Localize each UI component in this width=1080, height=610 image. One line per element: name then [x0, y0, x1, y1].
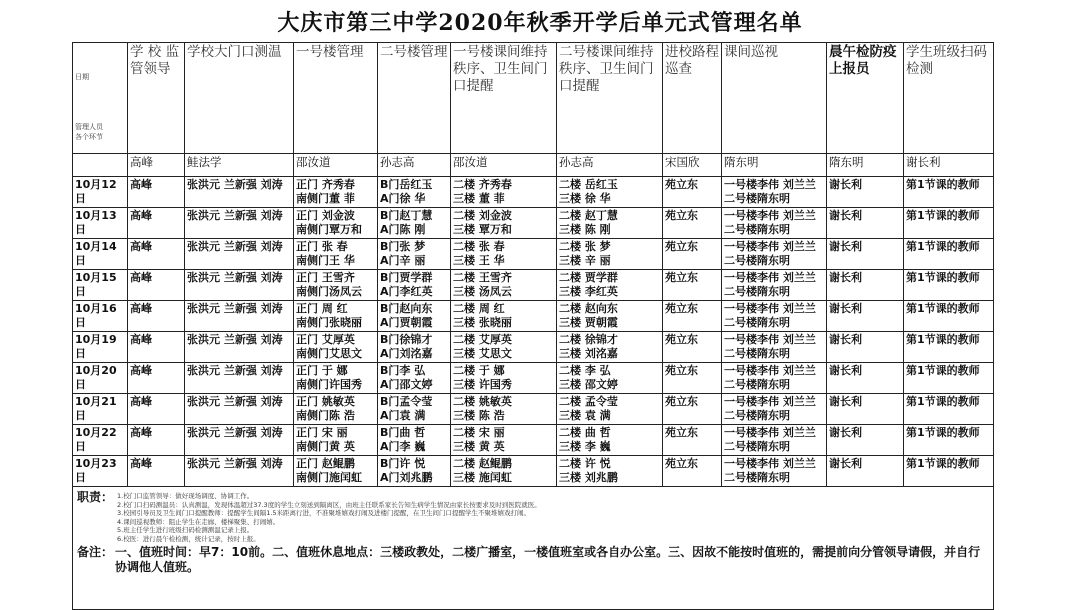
- table-cell: B门赵丁慧 A门陈 刚: [378, 208, 451, 239]
- col-header-building2-order: 二号楼课间维持秩序、卫生间门口提醒: [557, 43, 663, 154]
- table-cell: 二楼 赵向东 三楼 贾朝霞: [557, 301, 663, 332]
- duties-section: [77, 490, 989, 544]
- table-cell: 第1节课的教师: [904, 425, 994, 456]
- table-cell: B门张 梦 A门辛 丽: [378, 239, 451, 270]
- table-cell: 一号楼李伟 刘兰兰 二号楼隋东明: [722, 363, 827, 394]
- table-row: [73, 332, 994, 363]
- table-cell: 二楼 刘金波 三楼 覃万和: [451, 208, 557, 239]
- table-cell: 一号楼李伟 刘兰兰 二号楼隋东明: [722, 301, 827, 332]
- table-cell: 苑立东: [663, 208, 722, 239]
- table-cell: 一号楼李伟 刘兰兰 二号楼隋东明: [722, 270, 827, 301]
- table-cell: 高峰: [128, 177, 185, 208]
- table-cell: B门徐锦才 A门刘洺嘉: [378, 332, 451, 363]
- table-cell: 二楼 李 弘 三楼 邵文婷: [557, 363, 663, 394]
- document-title: 大庆市第三中学2020年秋季开学后单元式管理名单: [277, 10, 803, 36]
- table-cell: 二楼 张 春 三楼 王 华: [451, 239, 557, 270]
- table-cell: 张洪元 兰新强 刘涛: [185, 425, 294, 456]
- table-cell: 高峰: [128, 239, 185, 270]
- manager-cell: 谢长利: [904, 154, 994, 177]
- table-cell: 二楼 齐秀春 三楼 董 菲: [451, 177, 557, 208]
- manager-cell: 邵汝道: [451, 154, 557, 177]
- col-header-break-patrol: 课间巡视: [722, 43, 827, 154]
- table-cell: 正门 于 娜 南侧门许国秀: [294, 363, 378, 394]
- table-row: [73, 394, 994, 425]
- col-header-scan-check: 学生班级扫码检测: [904, 43, 994, 154]
- table-cell: 苑立东: [663, 363, 722, 394]
- date-cell: 10月22日: [73, 425, 128, 456]
- col-header-supervisor: 学 校 监 管领导: [128, 43, 185, 154]
- table-cell: 二楼 周 红 三楼 张晓丽: [451, 301, 557, 332]
- date-cell: 10月16日: [73, 301, 128, 332]
- table-row: [73, 425, 994, 456]
- table-cell: 二楼 岳红玉 三楼 徐 华: [557, 177, 663, 208]
- table-cell: 张洪元 兰新强 刘涛: [185, 177, 294, 208]
- table-cell: 第1节课的教师: [904, 270, 994, 301]
- manager-cell: 高峰: [128, 154, 185, 177]
- col-header-gate-temperature: 学校大门口测温: [185, 43, 294, 154]
- table-cell: 正门 宋 丽 南侧门黄 英: [294, 425, 378, 456]
- table-cell: 高峰: [128, 208, 185, 239]
- table-cell: 张洪元 兰新强 刘涛: [185, 208, 294, 239]
- table-cell: 二楼 赵鲲鹏 三楼 施闰虹: [451, 456, 557, 487]
- manager-cell: 隋东明: [722, 154, 827, 177]
- manager-cell: [73, 154, 128, 177]
- date-cell: 10月20日: [73, 363, 128, 394]
- manager-cell: 孙志高: [557, 154, 663, 177]
- date-cell: 10月13日: [73, 208, 128, 239]
- table-cell: 一号楼李伟 刘兰兰 二号楼隋东明: [722, 394, 827, 425]
- table-cell: 高峰: [128, 332, 185, 363]
- table-cell: 二楼 曲 哲 三楼 李 巍: [557, 425, 663, 456]
- table-row: [73, 301, 994, 332]
- table-cell: 一号楼李伟 刘兰兰 二号楼隋东明: [722, 208, 827, 239]
- table-cell: 第1节课的教师: [904, 301, 994, 332]
- table-cell: 一号楼李伟 刘兰兰 二号楼隋东明: [722, 239, 827, 270]
- corner-staff-label: 管理人员 各个环节: [75, 123, 103, 141]
- table-cell: 高峰: [128, 270, 185, 301]
- table-cell: 张洪元 兰新强 刘涛: [185, 363, 294, 394]
- duties-label: 职责：: [77, 490, 114, 504]
- date-cell: 10月23日: [73, 456, 128, 487]
- table-cell: 谢长利: [827, 177, 904, 208]
- table-cell: 二楼 孟令莹 三楼 袁 满: [557, 394, 663, 425]
- footer-cell: [73, 487, 994, 610]
- notes-text: 一、值班时间：早7：10前。二、值班休息地点：三楼政教处，二楼广播室，一楼值班室或各自办公室。三、因故不能按时值班的，需提前向分管领导请假，并自行协调他人值班。: [115, 544, 981, 574]
- table-cell: 谢长利: [827, 363, 904, 394]
- table-cell: 第1节课的教师: [904, 363, 994, 394]
- table-cell: 苑立东: [663, 301, 722, 332]
- manager-cell: 邵汝道: [294, 154, 378, 177]
- table-row: [73, 270, 994, 301]
- table-cell: 高峰: [128, 394, 185, 425]
- table-cell: 第1节课的教师: [904, 456, 994, 487]
- table-cell: 二楼 许 悦 三楼 刘兆鹏: [557, 456, 663, 487]
- table-cell: 一号楼李伟 刘兰兰 二号楼隋东明: [722, 332, 827, 363]
- date-cell: 10月15日: [73, 270, 128, 301]
- table-cell: 张洪元 兰新强 刘涛: [185, 332, 294, 363]
- table-cell: 二楼 艾厚英 三楼 艾思文: [451, 332, 557, 363]
- date-cell: 10月12日: [73, 177, 128, 208]
- table-row: [73, 208, 994, 239]
- table-row: [73, 456, 994, 487]
- col-header-epidemic-reporter: 晨午检防疫上报员: [827, 43, 904, 154]
- table-cell: 张洪元 兰新强 刘涛: [185, 239, 294, 270]
- table-cell: 一号楼李伟 刘兰兰 二号楼隋东明: [722, 456, 827, 487]
- table-cell: B门李 弘 A门邵文婷: [378, 363, 451, 394]
- table-cell: 正门 张 春 南侧门王 华: [294, 239, 378, 270]
- table-cell: B门曲 哲 A门李 巍: [378, 425, 451, 456]
- table-cell: B门孟令莹 A门袁 满: [378, 394, 451, 425]
- duty-roster-table: [72, 42, 994, 610]
- table-cell: 苑立东: [663, 239, 722, 270]
- table-cell: 苑立东: [663, 425, 722, 456]
- table-cell: B门岳红玉 A门徐 华: [378, 177, 451, 208]
- table-cell: 一号楼李伟 刘兰兰 二号楼隋东明: [722, 177, 827, 208]
- table-cell: 正门 齐秀春 南侧门董 菲: [294, 177, 378, 208]
- table-cell: 苑立东: [663, 177, 722, 208]
- table-cell: 第1节课的教师: [904, 394, 994, 425]
- table-cell: 第1节课的教师: [904, 332, 994, 363]
- table-cell: 第1节课的教师: [904, 208, 994, 239]
- table-cell: 正门 王雪齐 南侧门汤凤云: [294, 270, 378, 301]
- table-cell: 高峰: [128, 301, 185, 332]
- table-cell: 正门 赵鲲鹏 南侧门施闰虹: [294, 456, 378, 487]
- table-cell: 高峰: [128, 456, 185, 487]
- corner-cell: [73, 43, 128, 154]
- table-cell: 张洪元 兰新强 刘涛: [185, 394, 294, 425]
- col-header-building1-order: 一号楼课间维持秩序、卫生间门口提醒: [451, 43, 557, 154]
- table-cell: 正门 周 红 南侧门张晓丽: [294, 301, 378, 332]
- manager-cell: 隋东明: [827, 154, 904, 177]
- table-cell: 第1节课的教师: [904, 177, 994, 208]
- manager-cell: 鲑法学: [185, 154, 294, 177]
- table-cell: 张洪元 兰新强 刘涛: [185, 456, 294, 487]
- manager-cell: 孙志高: [378, 154, 451, 177]
- table-row: [73, 177, 994, 208]
- table-cell: 谢长利: [827, 301, 904, 332]
- table-cell: 正门 刘金波 南侧门覃万和: [294, 208, 378, 239]
- table-cell: B门许 悦 A门刘兆鹏: [378, 456, 451, 487]
- table-cell: 苑立东: [663, 270, 722, 301]
- table-cell: 正门 艾厚英 南侧门艾思文: [294, 332, 378, 363]
- table-cell: 二楼 于 娜 三楼 许国秀: [451, 363, 557, 394]
- table-row: [73, 363, 994, 394]
- table-cell: 苑立东: [663, 456, 722, 487]
- date-cell: 10月21日: [73, 394, 128, 425]
- table-cell: 谢长利: [827, 456, 904, 487]
- table-cell: 二楼 张 梦 三楼 辛 丽: [557, 239, 663, 270]
- table-cell: 谢长利: [827, 270, 904, 301]
- col-header-route-patrol: 进校路程巡查: [663, 43, 722, 154]
- col-header-building1: 一号楼管理: [294, 43, 378, 154]
- table-cell: 正门 姚敏英 南侧门陈 浩: [294, 394, 378, 425]
- col-header-building2: 二号楼管理: [378, 43, 451, 154]
- table-cell: 二楼 宋 丽 三楼 黄 英: [451, 425, 557, 456]
- header-row: [73, 43, 994, 154]
- table-cell: 谢长利: [827, 394, 904, 425]
- notes-label: 备注：: [77, 544, 114, 559]
- table-cell: 二楼 徐锦才 三楼 刘洺嘉: [557, 332, 663, 363]
- table-cell: 张洪元 兰新强 刘涛: [185, 270, 294, 301]
- corner-date-label: 日期: [75, 73, 89, 81]
- table-cell: 谢长利: [827, 425, 904, 456]
- notes-section: [77, 545, 989, 575]
- footer-row: [73, 487, 994, 610]
- table-cell: 高峰: [128, 363, 185, 394]
- date-cell: 10月14日: [73, 239, 128, 270]
- table-cell: 苑立东: [663, 332, 722, 363]
- table-cell: 二楼 赵丁慧 三楼 陈 刚: [557, 208, 663, 239]
- table-cell: 谢长利: [827, 239, 904, 270]
- table-cell: 第1节课的教师: [904, 239, 994, 270]
- table-cell: B门贾学群 A门李红英: [378, 270, 451, 301]
- table-cell: 二楼 王雪齐 三楼 汤凤云: [451, 270, 557, 301]
- table-cell: 一号楼李伟 刘兰兰 二号楼隋东明: [722, 425, 827, 456]
- table-cell: 苑立东: [663, 394, 722, 425]
- date-cell: 10月19日: [73, 332, 128, 363]
- table-cell: 谢长利: [827, 208, 904, 239]
- table-cell: 谢长利: [827, 332, 904, 363]
- managers-row: [73, 154, 994, 177]
- table-cell: 张洪元 兰新强 刘涛: [185, 301, 294, 332]
- manager-cell: 宋国欣: [663, 154, 722, 177]
- table-cell: 二楼 贾学群 三楼 李红英: [557, 270, 663, 301]
- table-cell: 二楼 姚敏英 三楼 陈 浩: [451, 394, 557, 425]
- table-cell: 高峰: [128, 425, 185, 456]
- table-row: [73, 239, 994, 270]
- duties-list: 1.校门口监管领导：做好现场调度、协调工作。 2.校门口扫码测温员：认真测温，发现体温超过37.3度的学生立刻送到隔离区，由班主任联系家长告知生病学生情况由家长按要求及时到医院就医。 3.校园引导员及卫生间门口提醒教师：提醒学生间隔1.5米距离行进，不准聚堆嬉戏打闹及进楼门提醒，在卫生间门口提醒学生不聚堆嬉戏打闹。 4.课间巡视教师：阻止学生在走廊、楼梯聚集、打闹嬉。 5.班主任学生进行班级扫码检测测温记录上报。 6.校医：进行晨午检检测，统计记录，按时上报。: [117, 492, 541, 543]
- table-cell: B门赵向东 A门贾朝霞: [378, 301, 451, 332]
